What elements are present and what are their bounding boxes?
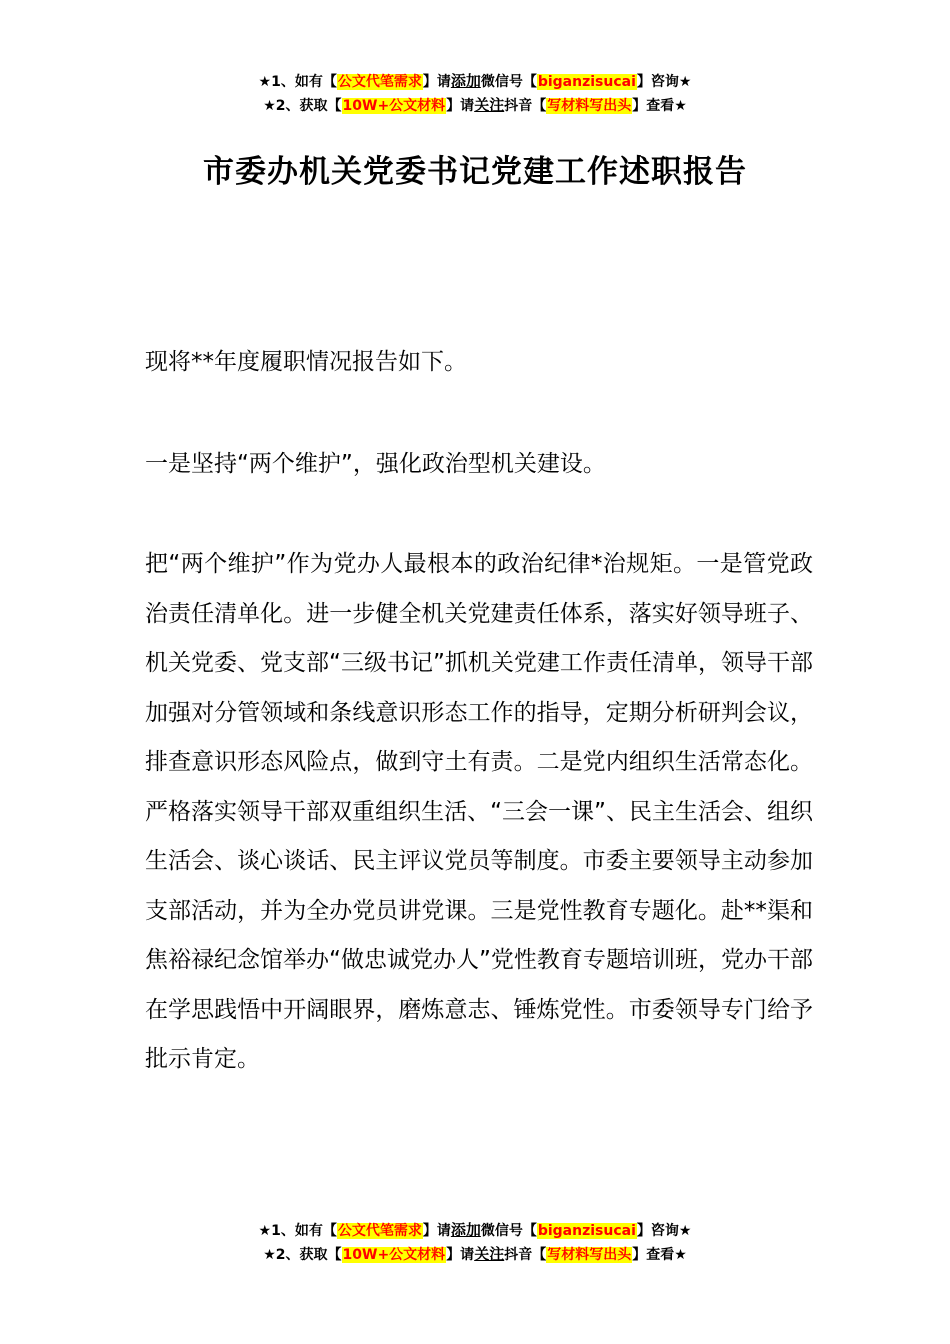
banner-text: 】请 [446, 1247, 475, 1263]
banner-text: 抖音【 [504, 1247, 547, 1263]
banner-text: ★2、获取【 [263, 98, 342, 114]
banner-emphasis: 关注 [474, 96, 505, 114]
banner-emphasis: 添加 [450, 1221, 481, 1239]
banner-text: 】请 [446, 98, 475, 114]
banner-highlight: 公文代笔需求 [337, 1223, 422, 1239]
banner-highlight: biganzisucai [537, 1223, 636, 1239]
top-banner [0, 69, 950, 117]
banner-emphasis: 添加 [450, 72, 481, 90]
banner-text: 微信号【 [480, 74, 537, 90]
banner-highlight: 10W+公文材料 [342, 1247, 446, 1263]
paragraph-main: 把“两个维护”作为党办人最根本的政治纪律*治规矩。一是管党政治责任清单化。进一步健全机关党建责任体系，落实好领导班子、机关党委、党支部“三级书记”抓机关党建工作责任清单，领导干部加强对分管领域和条线意识形态工作的指导，定期分析研判会议，排查意识形态风险点，做到守土有责。二是党内组织生活常态化。严格落实领导干部双重组织生活、“三会一课”、民主生活会、组织生活会、谈心谈话、民主评议党员等制度。市委主要领导主动参加支部活动，并为全办党员讲党课。三是党性教育专题化。赴**渠和焦裕禄纪念馆举办“做忠诚党办人”党性教育专题培训班，党办干部在学思践悟中开阔眼界，磨炼意志、锤炼党性。市委领导专门给予批示肯定。 [145, 551, 813, 1072]
banner-text: ★2、获取【 [263, 1247, 342, 1263]
banner-highlight: 公文代笔需求 [337, 74, 422, 90]
banner-text: 】查看★ [632, 1247, 687, 1263]
banner-highlight: 写材料写出头 [547, 1247, 632, 1263]
banner-highlight: 写材料写出头 [547, 98, 632, 114]
banner-line-2 [0, 93, 950, 117]
banner-text: 】咨询★ [636, 74, 692, 90]
banner-text: 】咨询★ [636, 1223, 692, 1239]
banner-highlight: 10W+公文材料 [342, 98, 446, 114]
banner-text: 抖音【 [504, 98, 547, 114]
banner-emphasis: 关注 [474, 1245, 505, 1263]
banner-text: 】请 [422, 74, 451, 90]
banner-line-1 [0, 1218, 950, 1242]
banner-text: ★1、如有【 [258, 1223, 337, 1239]
bottom-banner [0, 1218, 950, 1266]
paragraph-heading: 一是坚持“两个维护”，强化政治型机关建设。 [145, 451, 606, 477]
banner-text: ★1、如有【 [258, 74, 337, 90]
banner-text: 微信号【 [480, 1223, 537, 1239]
banner-line-2 [0, 1242, 950, 1266]
banner-highlight: biganzisucai [537, 74, 636, 90]
document-title: 市委办机关党委书记党建工作述职报告 [203, 154, 747, 190]
banner-text: 】请 [422, 1223, 451, 1239]
banner-line-1 [0, 69, 950, 93]
banner-text: 】查看★ [632, 98, 687, 114]
paragraph-intro: 现将**年度履职情况报告如下。 [145, 349, 467, 375]
